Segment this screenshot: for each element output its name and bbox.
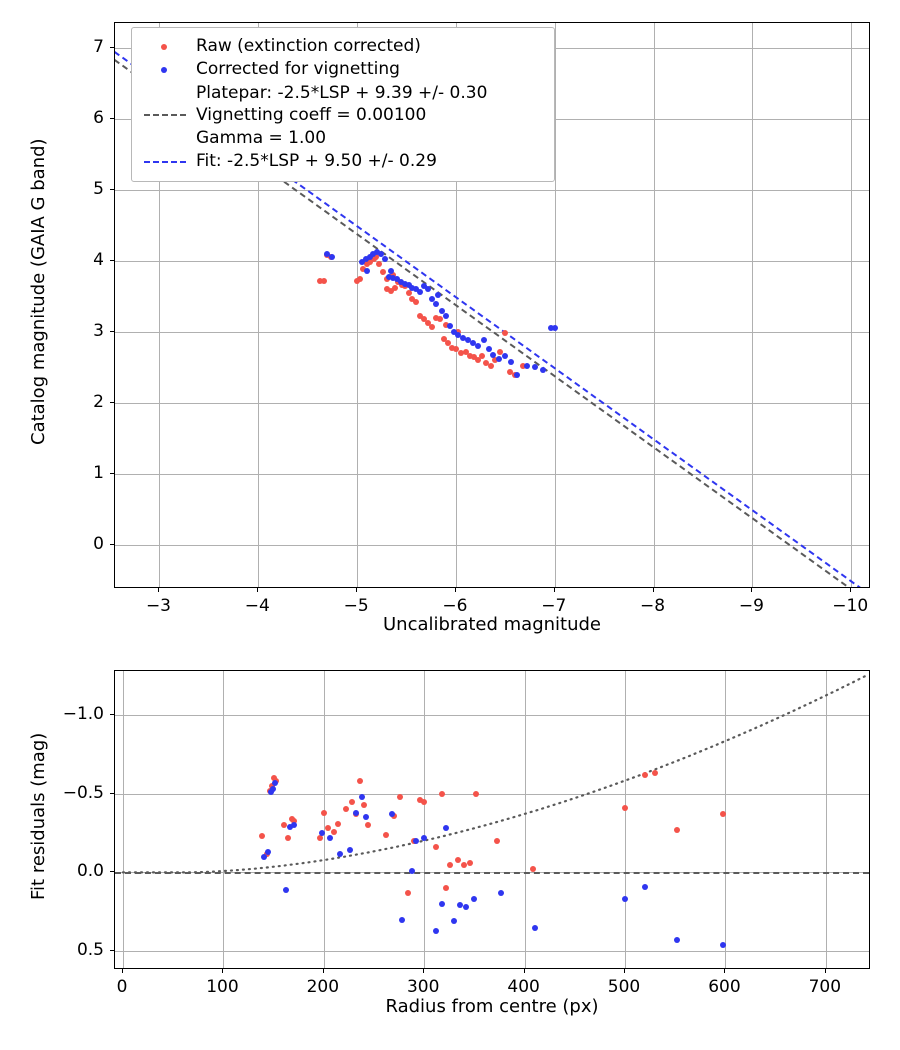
tick-mark-x [524,969,525,973]
tick-mark-x [751,588,752,592]
tick-mark-y [110,260,114,261]
x-axis-label-top: Uncalibrated magnitude [382,614,602,635]
tick-mark-x [825,969,826,973]
data-point [382,256,388,262]
tick-mark-y [110,714,114,715]
x-tick-label: 700 [808,977,842,997]
data-point [451,918,457,924]
y-tick-label: 4 [93,249,104,270]
x-tick-label: −6 [442,596,468,616]
data-point [363,814,369,820]
tick-mark-y [110,793,114,794]
legend-marker-raw-icon [142,37,188,57]
tick-mark-x [554,588,555,592]
legend-dash-platepar-icon [142,81,188,150]
data-point [397,794,403,800]
legend-label-gamma: Gamma = 1.00 [196,127,327,148]
y-tick-label: 3 [93,320,104,341]
y-tick-label: −0.5 [62,782,104,803]
data-point [674,937,680,943]
y-tick-label: 0.0 [76,861,104,882]
data-point [335,821,341,827]
data-point [361,802,367,808]
data-point [443,885,449,891]
data-point [455,857,461,863]
data-point [532,925,538,931]
x-tick-label: −3 [145,596,171,616]
data-point [435,292,441,298]
data-point [494,838,500,844]
tick-mark-x [257,588,258,592]
tick-mark-y [110,473,114,474]
legend-marker-corrected-icon [142,60,188,80]
data-point [642,772,648,778]
data-point [475,343,481,349]
data-point [498,890,504,896]
y-tick-label: 0 [93,533,104,554]
data-point [359,794,365,800]
legend-item-platepar [142,81,544,150]
data-point [622,896,628,902]
tick-mark-x [455,588,456,592]
tick-mark-y [110,544,114,545]
y-axis-label-top: Catalog magnitude (GAIA G band) [28,138,49,445]
data-point [530,866,536,872]
gridline-vertical [654,23,655,587]
legend-item-corrected [142,58,544,81]
data-point [388,268,394,274]
x-axis-label-bottom: Radius from centre (px) [385,996,599,1017]
data-point [413,299,419,305]
data-point [652,770,658,776]
data-point [349,799,355,805]
x-tick-label: 300 [406,977,440,997]
legend [131,27,555,182]
data-point [337,851,343,857]
tick-mark-y [110,331,114,332]
gridline-horizontal [115,545,869,546]
legend-label-platepar-block [196,82,487,149]
data-point [399,917,405,923]
data-point [502,330,508,336]
data-point [439,791,445,797]
gridline-horizontal [115,474,869,475]
data-point [433,844,439,850]
data-point [490,352,496,358]
gridline-vertical [851,23,852,587]
fit-residuals-plot [115,671,869,968]
gridline-horizontal [115,261,869,262]
tick-mark-x [724,969,725,973]
legend-item-fit [142,150,544,173]
x-tick-label: −10 [832,596,869,616]
data-point [380,269,386,275]
data-point [502,353,508,359]
data-point [405,890,411,896]
data-point [674,827,680,833]
data-point [642,884,648,890]
tick-mark-y [110,871,114,872]
tick-mark-y [110,402,114,403]
data-point [421,799,427,805]
data-point [291,822,297,828]
x-tick-label: 400 [507,977,540,997]
data-point [357,778,363,784]
tick-mark-x [850,588,851,592]
x-tick-label: −9 [738,596,764,616]
y-tick-label: 1 [93,462,104,483]
x-tick-label: −5 [343,596,369,616]
data-point [365,822,371,828]
data-point [343,806,349,812]
data-point [720,942,726,948]
y-tick-label: 5 [93,178,104,199]
y-tick-label: −1.0 [62,704,104,725]
data-point [447,862,453,868]
data-point [413,838,419,844]
data-point [622,805,628,811]
data-point [319,830,325,836]
legend-dash-fit-icon [142,152,188,172]
vignetting-curve [115,671,869,968]
tick-mark-y [110,950,114,951]
fit-residuals-axes [114,670,870,969]
data-point [439,901,445,907]
data-point [433,301,439,307]
data-point [540,367,546,373]
tick-mark-x [423,969,424,973]
tick-mark-x [323,969,324,973]
x-tick-label: −8 [640,596,666,616]
y-tick-label: 6 [93,107,104,128]
data-point [353,810,359,816]
data-point [473,791,479,797]
data-point [329,254,335,260]
tick-mark-x [222,969,223,973]
data-point [425,286,431,292]
data-point [532,364,538,370]
data-point [392,285,398,291]
data-point [443,313,449,319]
data-point [364,268,370,274]
data-point [265,849,271,855]
data-point [443,825,449,831]
data-point [347,847,353,853]
data-point [486,346,492,352]
data-point [463,904,469,910]
y-tick-label: 7 [93,36,104,57]
data-point [429,324,435,330]
data-point [417,289,423,295]
data-point [508,359,514,365]
data-point [321,278,327,284]
x-tick-label: 500 [607,977,641,997]
data-point [357,276,363,282]
gridline-horizontal [115,403,869,404]
legend-label-raw: Raw (extinction corrected) [196,36,421,57]
data-point [421,835,427,841]
data-point [285,835,291,841]
data-point [389,811,395,817]
data-point [467,860,473,866]
data-point [524,363,530,369]
tick-mark-y [110,118,114,119]
x-tick-label: −7 [541,596,567,616]
legend-label-fit: Fit: -2.5*LSP + 9.50 +/- 0.29 [196,151,437,172]
data-point [283,887,289,893]
tick-mark-x [356,588,357,592]
legend-item-raw [142,35,544,58]
tick-mark-x [624,969,625,973]
x-tick-label: 100 [206,977,239,997]
data-point [331,829,337,835]
data-point [321,810,327,816]
gridline-horizontal [115,190,869,191]
data-point [272,780,278,786]
x-tick-label: −4 [244,596,270,616]
tick-mark-x [158,588,159,592]
data-point [471,896,477,902]
data-point [479,353,485,359]
data-point [488,363,494,369]
y-axis-label-bottom: Fit residuals (mag) [28,732,49,900]
data-point [327,835,333,841]
data-point [409,868,415,874]
tick-mark-x [122,969,123,973]
legend-label-vignetting-coeff: Vignetting coeff = 0.00100 [196,105,427,126]
tick-mark-y [110,47,114,48]
data-point [433,928,439,934]
tick-mark-x [653,588,654,592]
x-tick-label: 0 [116,977,128,997]
y-tick-label: 2 [93,391,104,412]
x-tick-label: 600 [708,977,741,997]
legend-label-corrected: Corrected for vignetting [196,59,400,80]
data-point [259,833,265,839]
data-point [376,261,382,267]
data-point [720,811,726,817]
data-point [383,832,389,838]
data-point [514,372,520,378]
data-point [552,325,558,331]
gridline-vertical [752,23,753,587]
legend-label-platepar: Platepar: -2.5*LSP + 9.39 +/- 0.30 [196,82,488,103]
y-tick-label: 0.5 [76,940,104,961]
x-tick-label: 200 [306,977,340,997]
data-point [481,337,487,343]
data-point [270,786,276,792]
tick-mark-y [110,189,114,190]
